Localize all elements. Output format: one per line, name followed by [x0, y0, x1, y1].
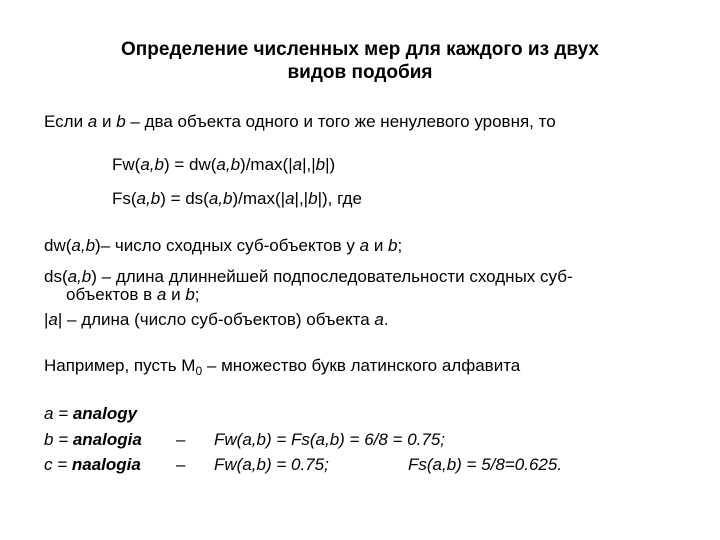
dw-a: a: [359, 236, 370, 255]
fs-end: |), где: [317, 189, 362, 208]
intro-var-b: b: [116, 112, 126, 131]
example-c-eq: =: [52, 455, 72, 474]
dw-end: ;: [397, 236, 403, 255]
fw-sep: |,|: [302, 155, 316, 174]
ds-cont: объектов в: [66, 285, 157, 304]
fw-args: a,b: [140, 155, 164, 174]
example-b-result: Fw(a,b) = Fs(a,b) = 6/8 = 0.75;: [214, 430, 446, 449]
intro-and: и: [97, 112, 117, 131]
fs-eq: ) = ds(: [160, 189, 209, 208]
page-title-line-1: Определение численных мер для каждого из двух: [121, 39, 599, 60]
formula-fw: [112, 155, 335, 175]
example-c-result-fs: Fs(a,b) = 5/8=0.625.: [408, 455, 563, 474]
definition-dw: [44, 236, 402, 256]
ds-b: b: [185, 285, 195, 304]
example-intro-text: Например, пусть M: [44, 356, 196, 375]
example-c: [44, 455, 141, 475]
ds-and: и: [166, 285, 186, 304]
page-title-line-2: видов подобия: [287, 62, 433, 83]
ds-a: a: [156, 285, 167, 304]
dw-args: a,b: [71, 236, 96, 255]
fw-rest: )/max(|: [240, 155, 293, 174]
fw-eq: ) = dw(: [163, 155, 217, 174]
fs-args: a,b: [136, 189, 161, 208]
fs-name: Fs(: [112, 189, 137, 208]
fs-rest: )/max(|: [232, 189, 286, 208]
len-end: .: [383, 310, 389, 329]
ds-end: ;: [194, 285, 200, 304]
example-b-dash: –: [176, 430, 186, 449]
example-a: [44, 404, 137, 424]
formula-fs: [112, 189, 362, 209]
example-b-eq: =: [53, 430, 73, 449]
example-a-word: analogy: [72, 404, 138, 423]
example-intro-rest: – множество букв латинского алфавита: [202, 356, 521, 375]
fs-b: b: [308, 189, 318, 208]
definition-length: [44, 310, 389, 330]
ds-args: a,b: [67, 267, 92, 286]
fw-a: a: [292, 155, 303, 174]
fs-args2: a,b: [208, 189, 233, 208]
dw-and: и: [369, 236, 389, 255]
definition-ds-cont: [66, 285, 200, 305]
dw-b: b: [388, 236, 398, 255]
example-a-eq: =: [53, 404, 73, 423]
example-c-var: c: [44, 455, 53, 474]
intro-prefix: Если: [44, 112, 88, 131]
fs-sep: |,|: [294, 189, 309, 208]
ds-rest: ) – длина длиннейшей подпоследовательности сходных суб-: [91, 267, 573, 286]
fw-name: Fw(: [112, 155, 141, 174]
intro-var-a: a: [87, 112, 98, 131]
fw-b: b: [315, 155, 326, 174]
example-intro-subscript: 0: [195, 364, 203, 378]
example-intro: [44, 356, 520, 381]
fs-a: a: [285, 189, 295, 208]
len-open: |: [44, 310, 49, 329]
definition-ds: [44, 267, 573, 287]
example-b-word: analogia: [72, 430, 142, 449]
len-rest: | – длина (число суб-объектов) объекта: [57, 310, 375, 329]
ds-name: ds(: [44, 267, 68, 286]
example-c-result-fw: Fw(a,b) = 0.75;: [214, 455, 329, 474]
fw-end: |): [325, 155, 336, 174]
example-c-dash: –: [176, 455, 186, 474]
example-c-word: naalogia: [71, 455, 141, 474]
fw-args2: a,b: [216, 155, 241, 174]
example-a-var: a: [44, 404, 54, 423]
len-a: a: [48, 310, 58, 329]
example-b: [44, 430, 142, 450]
example-b-var: b: [44, 430, 54, 449]
intro-suffix: – два объекта одного и того же ненулевого уровня, то: [125, 112, 556, 131]
dw-rest: )– число сходных суб-объектов у: [95, 236, 360, 255]
intro-line: [44, 112, 556, 132]
len-a2: a: [374, 310, 384, 329]
dw-name: dw(: [44, 236, 72, 255]
